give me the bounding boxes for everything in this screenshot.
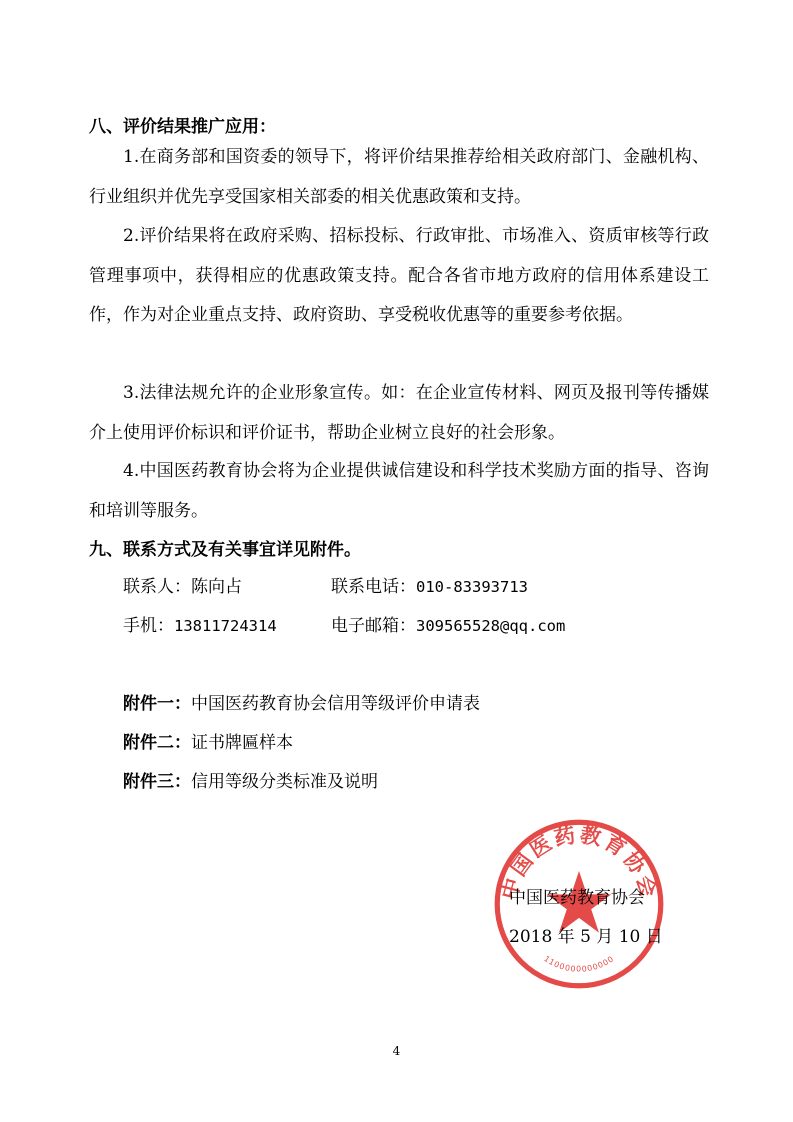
- section-8-heading: 八、评价结果推广应用：: [89, 117, 276, 137]
- contact-email: [331, 611, 565, 636]
- contact-mobile-value: 13811724314: [174, 617, 277, 635]
- attachment-2: [123, 728, 293, 753]
- attachment-1: [123, 689, 480, 714]
- contact-mobile-label: 手机：: [123, 616, 174, 636]
- attachment-3-label: 附件三：: [123, 772, 191, 792]
- section-9-heading: 九、联系方式及有关事宜详见附件。: [89, 540, 361, 560]
- section-8-paragraph-3: 3.法律法规允许的企业形象宣传。如：在企业宣传材料、网页及报刊等传播媒介上使用评价标识和评价证书，帮助企业树立良好的社会形象。: [89, 383, 709, 443]
- contact-person-value: 陈向占: [191, 577, 242, 597]
- attachment-3-title: 信用等级分类标准及说明: [191, 772, 378, 792]
- contact-email-label: 电子邮箱：: [331, 616, 416, 636]
- contact-phone-value: 010-83393713: [416, 578, 528, 596]
- page-number: 4: [392, 1044, 401, 1058]
- contact-email-value: 309565528@qq.com: [416, 617, 566, 635]
- attachment-2-title: 证书牌匾样本: [191, 733, 293, 753]
- signature-date: 2018 年 5 月 10 日: [509, 927, 663, 947]
- attachment-3: [123, 767, 378, 792]
- section-8-paragraph-2: 2.评价结果将在政府采购、招标投标、行政审批、市场准入、资质审核等行政管理事项中，获得相应的优惠政策支持。配合各省市地方政府的信用体系建设工作，作为对企业重点支持、政府资助、享受税收优惠等的重要参考依据。: [89, 226, 709, 325]
- contact-phone-label: 联系电话：: [331, 577, 416, 597]
- signature-organization: 中国医药教育协会: [509, 888, 645, 908]
- attachment-2-label: 附件二：: [123, 733, 191, 753]
- contact-person: [123, 572, 242, 597]
- attachment-1-label: 附件一：: [123, 694, 191, 714]
- svg-text:中国医药教育协会: 中国医药教育协会: [496, 821, 662, 902]
- contact-phone: [331, 572, 528, 597]
- attachment-1-title: 中国医药教育协会信用等级评价申请表: [191, 694, 480, 714]
- section-8-paragraph-4: 4.中国医药教育协会将为企业提供诚信建设和科学技术奖励方面的指导、咨询和培训等服务。: [89, 461, 709, 521]
- contact-person-label: 联系人：: [123, 577, 191, 597]
- section-8-paragraph-1: 1.在商务部和国资委的领导下，将评价结果推荐给相关政府部门、金融机构、行业组织并优先享受国家相关部委的相关优惠政策和支持。: [89, 147, 709, 207]
- contact-mobile: [123, 611, 277, 636]
- svg-text:1100000000000: 1100000000000: [542, 954, 616, 974]
